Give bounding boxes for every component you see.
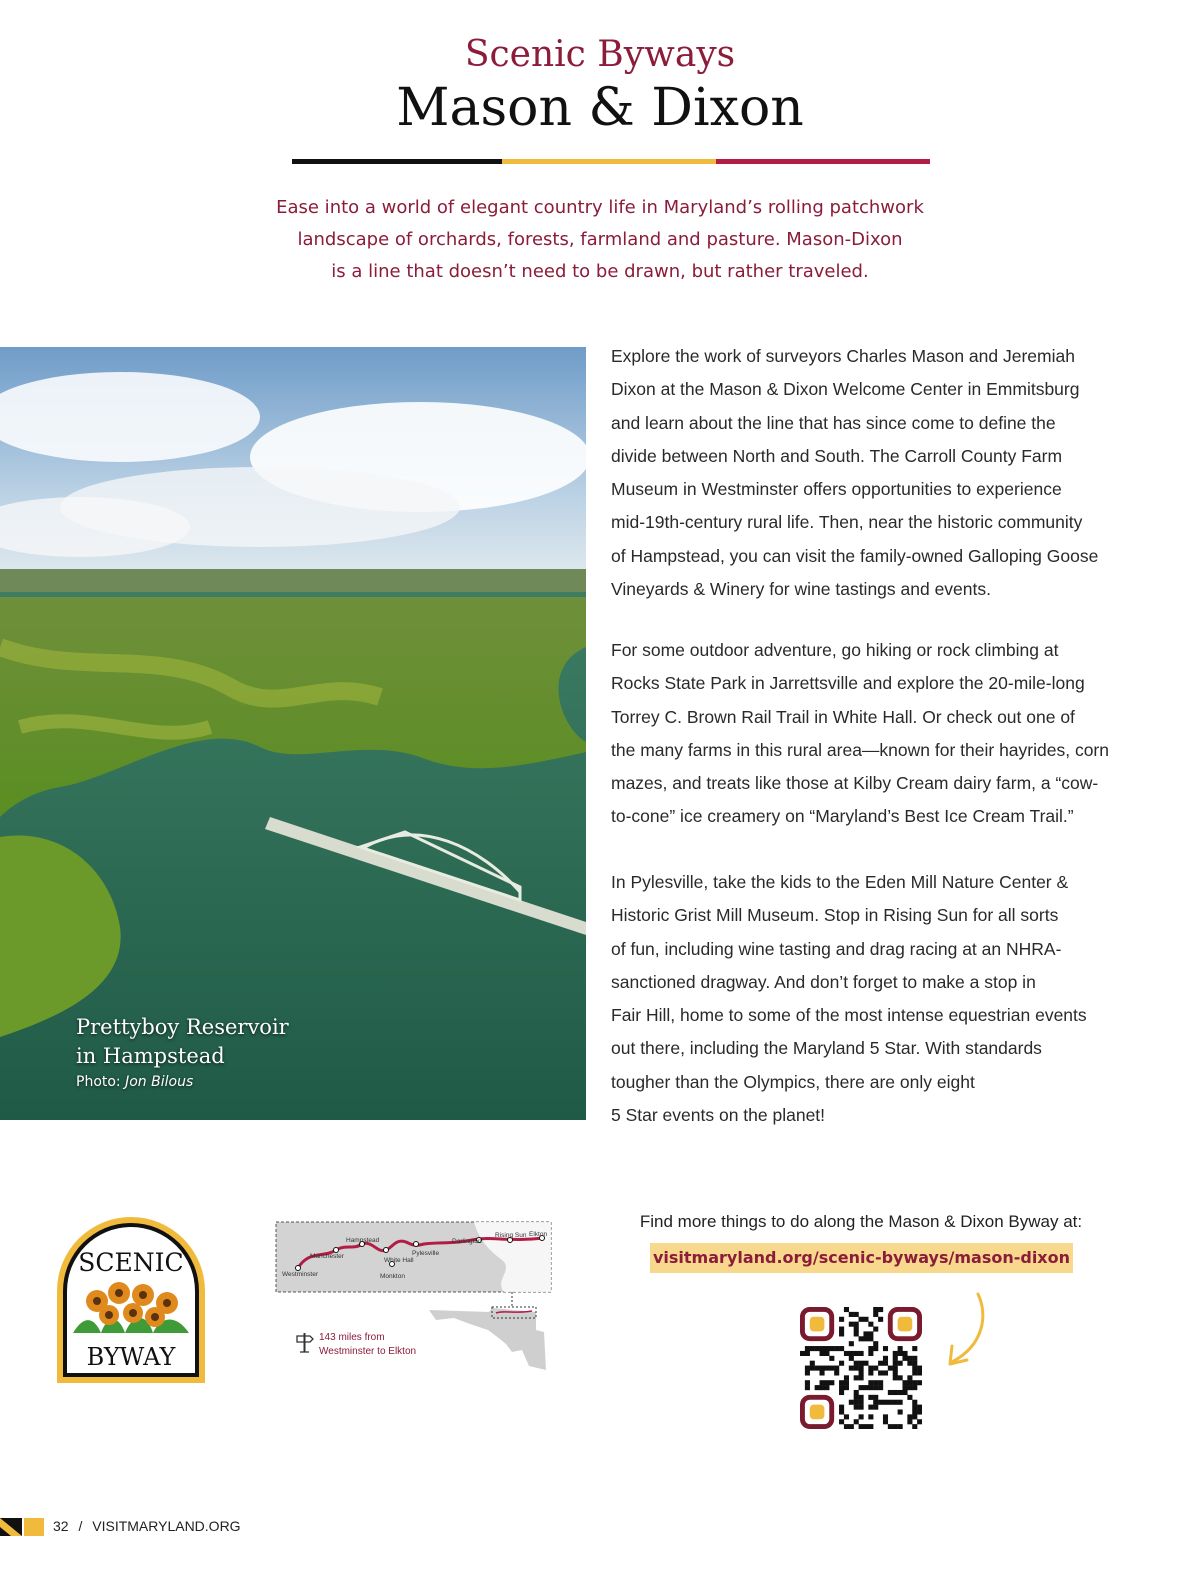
body-line: 5 Star events on the planet!	[611, 1105, 826, 1126]
body-line: the many farms in this rural area—known for their hayrides, corn	[611, 739, 1109, 760]
map-town-label: Manchester	[310, 1253, 344, 1260]
body-paragraph-2	[611, 634, 1116, 834]
footer-site: VISITMARYLAND.ORG	[92, 1518, 241, 1534]
caption-line: in Hampstead	[76, 1044, 225, 1068]
page-footer	[53, 1518, 241, 1534]
body-line: Rocks State Park in Jarrettsville and explore the 20-mile-long	[611, 673, 1085, 694]
page-title: Mason & Dixon	[396, 78, 804, 138]
maryland-flag-icon	[0, 1518, 44, 1536]
body-line: In Pylesville, take the kids to the Eden Mill Nature Center &	[611, 872, 1069, 892]
title-rule-black	[292, 159, 502, 164]
map-town-label: Pylesville	[412, 1250, 440, 1257]
arrow-icon	[940, 1290, 990, 1370]
intro-line: Ease into a world of elegant country life in Maryland’s rolling patchwork	[276, 197, 924, 218]
cta-text: Find more things to do along the Mason & Dixon Byway at:	[639, 1212, 1083, 1231]
route-distance	[319, 1331, 416, 1359]
qr-code[interactable]	[800, 1307, 922, 1429]
intro-line: is a line that doesn’t need to be drawn, but rather traveled.	[331, 261, 869, 282]
body-line: tougher than the Olympics, there are only eight	[611, 1071, 975, 1092]
body-line: Historic Grist Mill Museum. Stop in Rising Sun for all sorts	[611, 905, 1059, 926]
body-line: Museum in Westminster offers opportunities to experience	[611, 479, 1062, 500]
page-number: 32	[53, 1518, 69, 1534]
section-kicker: Scenic Byways	[464, 34, 736, 75]
badge-bottom-text: BYWAY	[86, 1343, 176, 1371]
body-paragraph-3	[611, 866, 1116, 1132]
body-line: mid-19th-century rural life. Then, near the historic community	[611, 512, 1083, 533]
byway-url-link[interactable]: visitmaryland.org/scenic-byways/mason-dixon	[650, 1243, 1073, 1273]
body-line: Explore the work of surveyors Charles Mason and Jeremiah	[611, 346, 1075, 366]
body-line: Torrey C. Brown Rail Trail in White Hall. Or check out one of	[611, 706, 1075, 727]
caption-line: Prettyboy Reservoir	[76, 1015, 289, 1039]
map-town-label: Darlington	[452, 1238, 482, 1245]
distance-line: 143 miles from	[319, 1332, 385, 1343]
body-line: out there, including the Maryland 5 Star. With standards	[611, 1038, 1042, 1059]
distance-line: Westminster to Elkton	[319, 1346, 417, 1357]
body-line: divide between North and South. The Carroll County Farm	[611, 445, 1063, 466]
body-line: For some outdoor adventure, go hiking or rock climbing at	[611, 640, 1059, 660]
reservoir-photo	[0, 347, 586, 1120]
map-town-label: Rising Sun	[495, 1232, 527, 1239]
body-paragraph-1	[611, 340, 1116, 606]
body-line: sanctioned dragway. And don’t forget to make a stop in	[611, 971, 1036, 992]
title-rule-gold	[502, 159, 716, 164]
body-line: of Hampstead, you can visit the family-owned Galloping Goose	[611, 545, 1099, 566]
footer-separator: /	[78, 1518, 83, 1534]
map-town-label: Monkton	[380, 1273, 405, 1280]
intro-line: landscape of orchards, forests, farmland and pasture. Mason-Dixon	[297, 229, 903, 250]
photo-credit	[76, 1074, 193, 1090]
body-line: Dixon at the Mason & Dixon Welcome Center in Emmitsburg	[611, 379, 1080, 400]
body-line: Vineyards & Winery for wine tastings and events.	[611, 579, 992, 600]
badge-top-text: SCENIC	[78, 1248, 184, 1277]
map-town-label: Westminster	[282, 1271, 318, 1278]
body-line: Fair Hill, home to some of the most intense equestrian events	[611, 1005, 1087, 1026]
credit-label: Photo:	[76, 1074, 126, 1090]
body-line: to-cone” ice creamery on “Maryland’s Best Ice Cream Trail.”	[611, 806, 1074, 827]
body-line: of fun, including wine tasting and drag racing at an NHRA-	[611, 938, 1062, 959]
scenic-byway-badge	[55, 1215, 207, 1385]
body-line: and learn about the line that has since come to define the	[611, 412, 1056, 433]
intro-text	[240, 192, 960, 288]
route-map	[274, 1220, 559, 1372]
map-town-label: White Hall	[384, 1257, 414, 1264]
map-town-label: Elkton	[529, 1231, 548, 1238]
photo-caption	[76, 1013, 289, 1071]
map-town-label: Hampstead	[346, 1237, 380, 1244]
maryland-outline	[429, 1308, 546, 1370]
credit-name: Jon Bilous	[125, 1074, 194, 1090]
body-line: mazes, and treats like those at Kilby Cream dairy farm, a “cow-	[611, 773, 1099, 794]
signpost-icon	[294, 1331, 316, 1353]
title-rule-red	[716, 159, 930, 164]
